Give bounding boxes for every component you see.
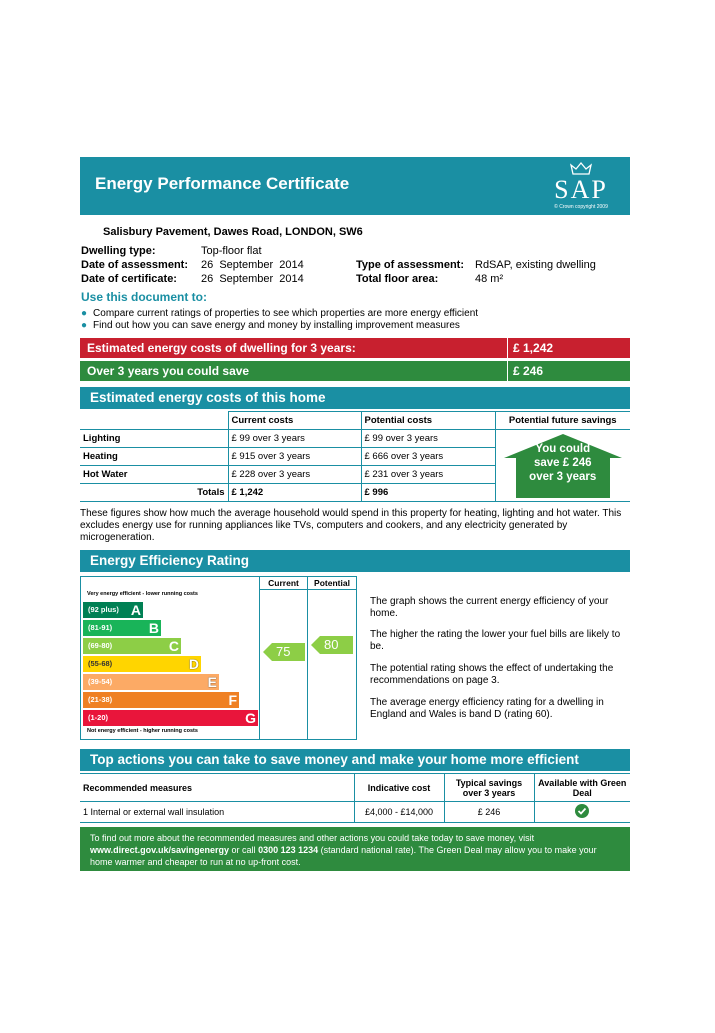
eer-band-letter: G [245, 710, 256, 726]
current-rating-value: 75 [276, 644, 291, 659]
dwelling-type-value: Top-floor flat [201, 245, 262, 257]
costs-table [80, 411, 630, 502]
table-row: Heating £ 915 over 3 years £ 666 over 3 years [80, 448, 630, 466]
costs-section-title: Estimated energy costs of this home [80, 387, 630, 409]
eer-band-range: (39-54) [88, 677, 113, 686]
floor-area-value: 48 m² [475, 273, 504, 285]
costs-note: These figures show how much the average household would spend in this property for heating, lighting and hot water. This excludes energy use for running appliances like TVs, computers and cookers, and any electricity generated by microgeneration. [80, 508, 622, 543]
table-row: Totals £ 1,242 £ 996 [80, 484, 630, 502]
eer-band-range: (81-91) [88, 623, 113, 632]
green-deal-cell [534, 802, 630, 823]
col-potential-header: Potential costs [361, 412, 495, 430]
actions-table [80, 773, 630, 823]
eer-desc-3: The potential rating shows the effect of undertaking the recommendations on page 3. [370, 663, 614, 686]
col-savings-header: Typical savings over 3 years [444, 774, 534, 802]
eer-desc-4: The average energy efficiency rating for a dwelling in England and Wales is band D (rating 60). [370, 697, 604, 720]
savings-bar [80, 361, 630, 381]
future-savings-text: You could save £ 246 over 3 years [529, 443, 597, 483]
col-current-header: Current costs [228, 412, 361, 430]
website-link[interactable]: www.direct.gov.uk/savingenergy [90, 845, 230, 855]
eer-band-c [83, 638, 181, 654]
estimated-cost-bar [80, 338, 630, 358]
eer-section-title: Energy Efficiency Rating [80, 550, 630, 572]
eer-band-d [83, 656, 201, 672]
check-icon [575, 804, 589, 818]
eer-band-letter: C [168, 638, 179, 654]
type-assessment-label: Type of assessment: [356, 259, 465, 271]
date-certificate-label: Date of certificate: [81, 273, 177, 285]
crown-icon [546, 161, 616, 175]
dwelling-type-label: Dwelling type: [81, 245, 156, 257]
col-cost-header: Indicative cost [354, 774, 444, 802]
current-rating-arrow [263, 643, 305, 661]
use-document-title: Use this document to: [81, 290, 208, 304]
savings-label: Over 3 years you could save [87, 364, 250, 378]
eer-band-letter: D [188, 656, 199, 672]
page-title: Energy Performance Certificate [95, 174, 350, 193]
floor-area-label: Total floor area: [356, 273, 439, 285]
eer-band-range: (55-68) [88, 659, 113, 668]
col-measures-header: Recommended measures [80, 774, 354, 802]
estimated-cost-value: £ 1,242 [513, 341, 554, 355]
table-row: Lighting £ 99 over 3 years £ 99 over 3 years You could save £ 246 over 3 years [80, 430, 630, 448]
eer-desc-1: The graph shows the current energy efficiency of your home. [370, 596, 609, 619]
eer-band-letter: A [130, 602, 141, 618]
eer-band-range: (1-20) [88, 713, 109, 722]
col-future-header: Potential future savings [495, 412, 630, 430]
eer-desc-2: The higher the rating the lower your fuel bills are likely to be. [370, 629, 621, 652]
date-assessment-label: Date of assessment: [81, 259, 188, 271]
eer-band-b [83, 620, 161, 636]
property-address: Salisbury Pavement, Dawes Road, LONDON, SW6 [103, 226, 363, 238]
eer-band-letter: F [228, 692, 237, 708]
eer-band-g [83, 710, 258, 726]
footer-info: To find out more about the recommended measures and other actions you could take today to save money, visit www.direct.gov.uk/savingenergy or call 0300 123 1234 (standard national rate). The Green Deal may allow you to make your home warmer and cheaper to run at no up-front cost. [80, 827, 630, 871]
certificate-header [80, 157, 630, 215]
potential-rating-arrow [311, 636, 353, 654]
actions-section-title: Top actions you can take to save money and make your home more efficient [80, 749, 630, 771]
list-item: ● Find out how you can save energy and money by installing improvement measures [81, 320, 460, 331]
type-assessment-value: RdSAP, existing dwelling [475, 259, 596, 271]
future-savings-cell [495, 430, 630, 502]
eer-band-f [83, 692, 239, 708]
potential-rating-value: 80 [324, 637, 339, 652]
date-certificate-value: 26 September 2014 [201, 273, 304, 285]
eer-band-e [83, 674, 219, 690]
col-green-deal-header: Available with Green Deal [534, 774, 630, 802]
eer-band-a [83, 602, 143, 618]
eer-band-letter: B [148, 620, 159, 636]
sap-logo-text: SAP [554, 175, 608, 204]
eer-band-range: (21-38) [88, 695, 113, 704]
eer-potential-header: Potential [314, 578, 350, 588]
eer-band-range: (92 plus) [88, 605, 119, 614]
table-row: 1 Internal or external wall insulation £4,000 - £14,000 £ 246 [80, 802, 630, 823]
table-row: Hot Water £ 228 over 3 years £ 231 over 3 years [80, 466, 630, 484]
eer-current-header: Current [268, 578, 299, 588]
date-assessment-value: 26 September 2014 [201, 259, 304, 271]
eer-band-range: (69-80) [88, 641, 113, 650]
eer-chart [80, 576, 357, 740]
estimated-cost-label: Estimated energy costs of dwelling for 3 years: [87, 341, 356, 355]
eer-band-letter: E [207, 674, 217, 690]
savings-value: £ 246 [513, 364, 544, 378]
logo-copyright: © Crown copyright 2009 [554, 204, 608, 210]
eer-bottom-note: Not energy efficient - higher running costs [87, 728, 198, 734]
phone-number: 0300 123 1234 [258, 845, 319, 855]
sap-logo [546, 161, 616, 211]
eer-top-note: Very energy efficient - lower running costs [87, 591, 198, 597]
list-item: ● Compare current ratings of properties to see which properties are more energy efficient [81, 308, 479, 319]
